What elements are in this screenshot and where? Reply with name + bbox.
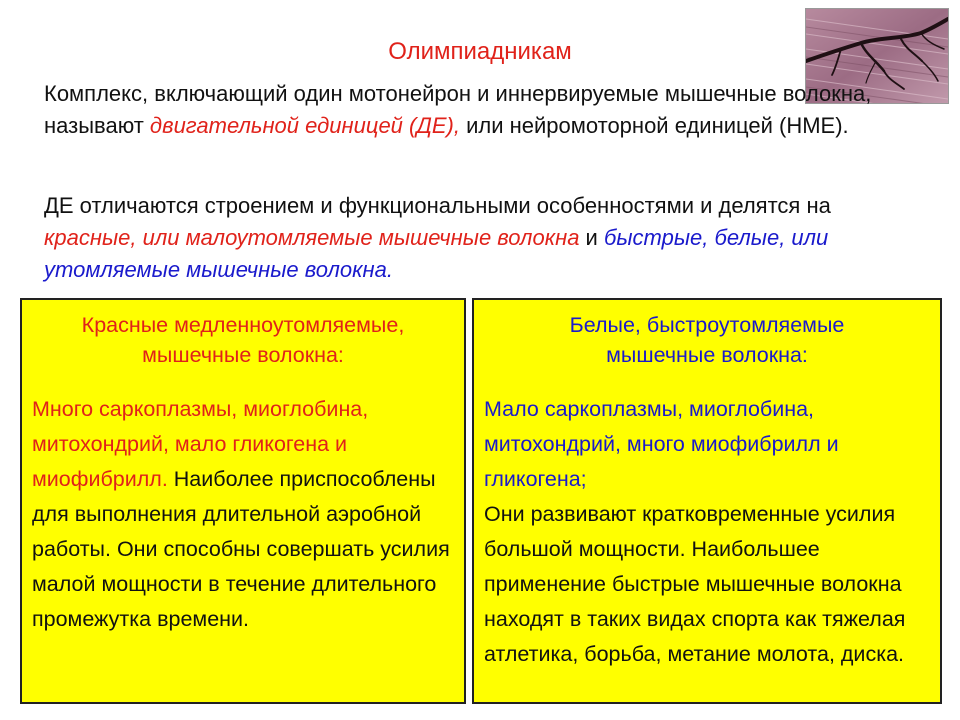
red-fibers-function: Наиболее приспособлены для выполнения длительной аэробной работы. Они способны совершать усилия малой мощности в течение длительного промежутка времени. xyxy=(32,467,450,631)
intro-text-1: Комплекс, включающий один мотонейрон и иннервируемые мышечные волокна, называют xyxy=(44,81,872,138)
red-fibers-box xyxy=(20,298,466,704)
red-fibers-composition: Много саркоплазмы, миоглобина, митохондрий, мало гликогена и миофибрилл. xyxy=(32,397,369,491)
white-fibers-heading xyxy=(474,310,940,370)
intro-text-2: или нейромоторной единицей (НМЕ). xyxy=(459,113,849,138)
types-red-fibers: красные, или малоутомляемые мышечные волокна xyxy=(44,225,580,250)
white-fibers-box xyxy=(472,298,942,704)
white-fibers-heading-line2: мышечные волокна: xyxy=(606,343,808,367)
intro-paragraph xyxy=(44,78,914,142)
red-fibers-heading-line1: Красные медленноутомляемые, xyxy=(81,313,405,337)
intro-term-motor-unit: двигательной единицей (ДЕ), xyxy=(149,113,460,138)
red-fibers-heading xyxy=(22,310,464,370)
types-text-2: и xyxy=(579,225,604,250)
red-fibers-heading-line2: мышечные волокна: xyxy=(142,343,344,367)
white-fibers-function: Они развивают кратковременные усилия большой мощности. Наибольшее применение быстрые мышечные волокна находят в таких видах спорта как тяжелая атлетика, борьба, метание молота, диска. xyxy=(484,502,906,666)
red-fibers-body xyxy=(22,392,464,637)
page-title: Олимпиадникам xyxy=(388,38,572,65)
types-text-1: ДЕ отличаются строением и функциональными особенностями и делятся на xyxy=(44,193,831,218)
types-white-fibers: быстрые, белые, или утомляемые мышечные волокна. xyxy=(44,225,829,282)
types-paragraph xyxy=(44,190,914,286)
white-fibers-composition: Мало саркоплазмы, миоглобина, митохондрий, много миофибрилл и гликогена; xyxy=(484,397,839,491)
white-fibers-heading-line1: Белые, быстроутомляемые xyxy=(569,313,845,337)
white-fibers-body xyxy=(474,392,940,672)
